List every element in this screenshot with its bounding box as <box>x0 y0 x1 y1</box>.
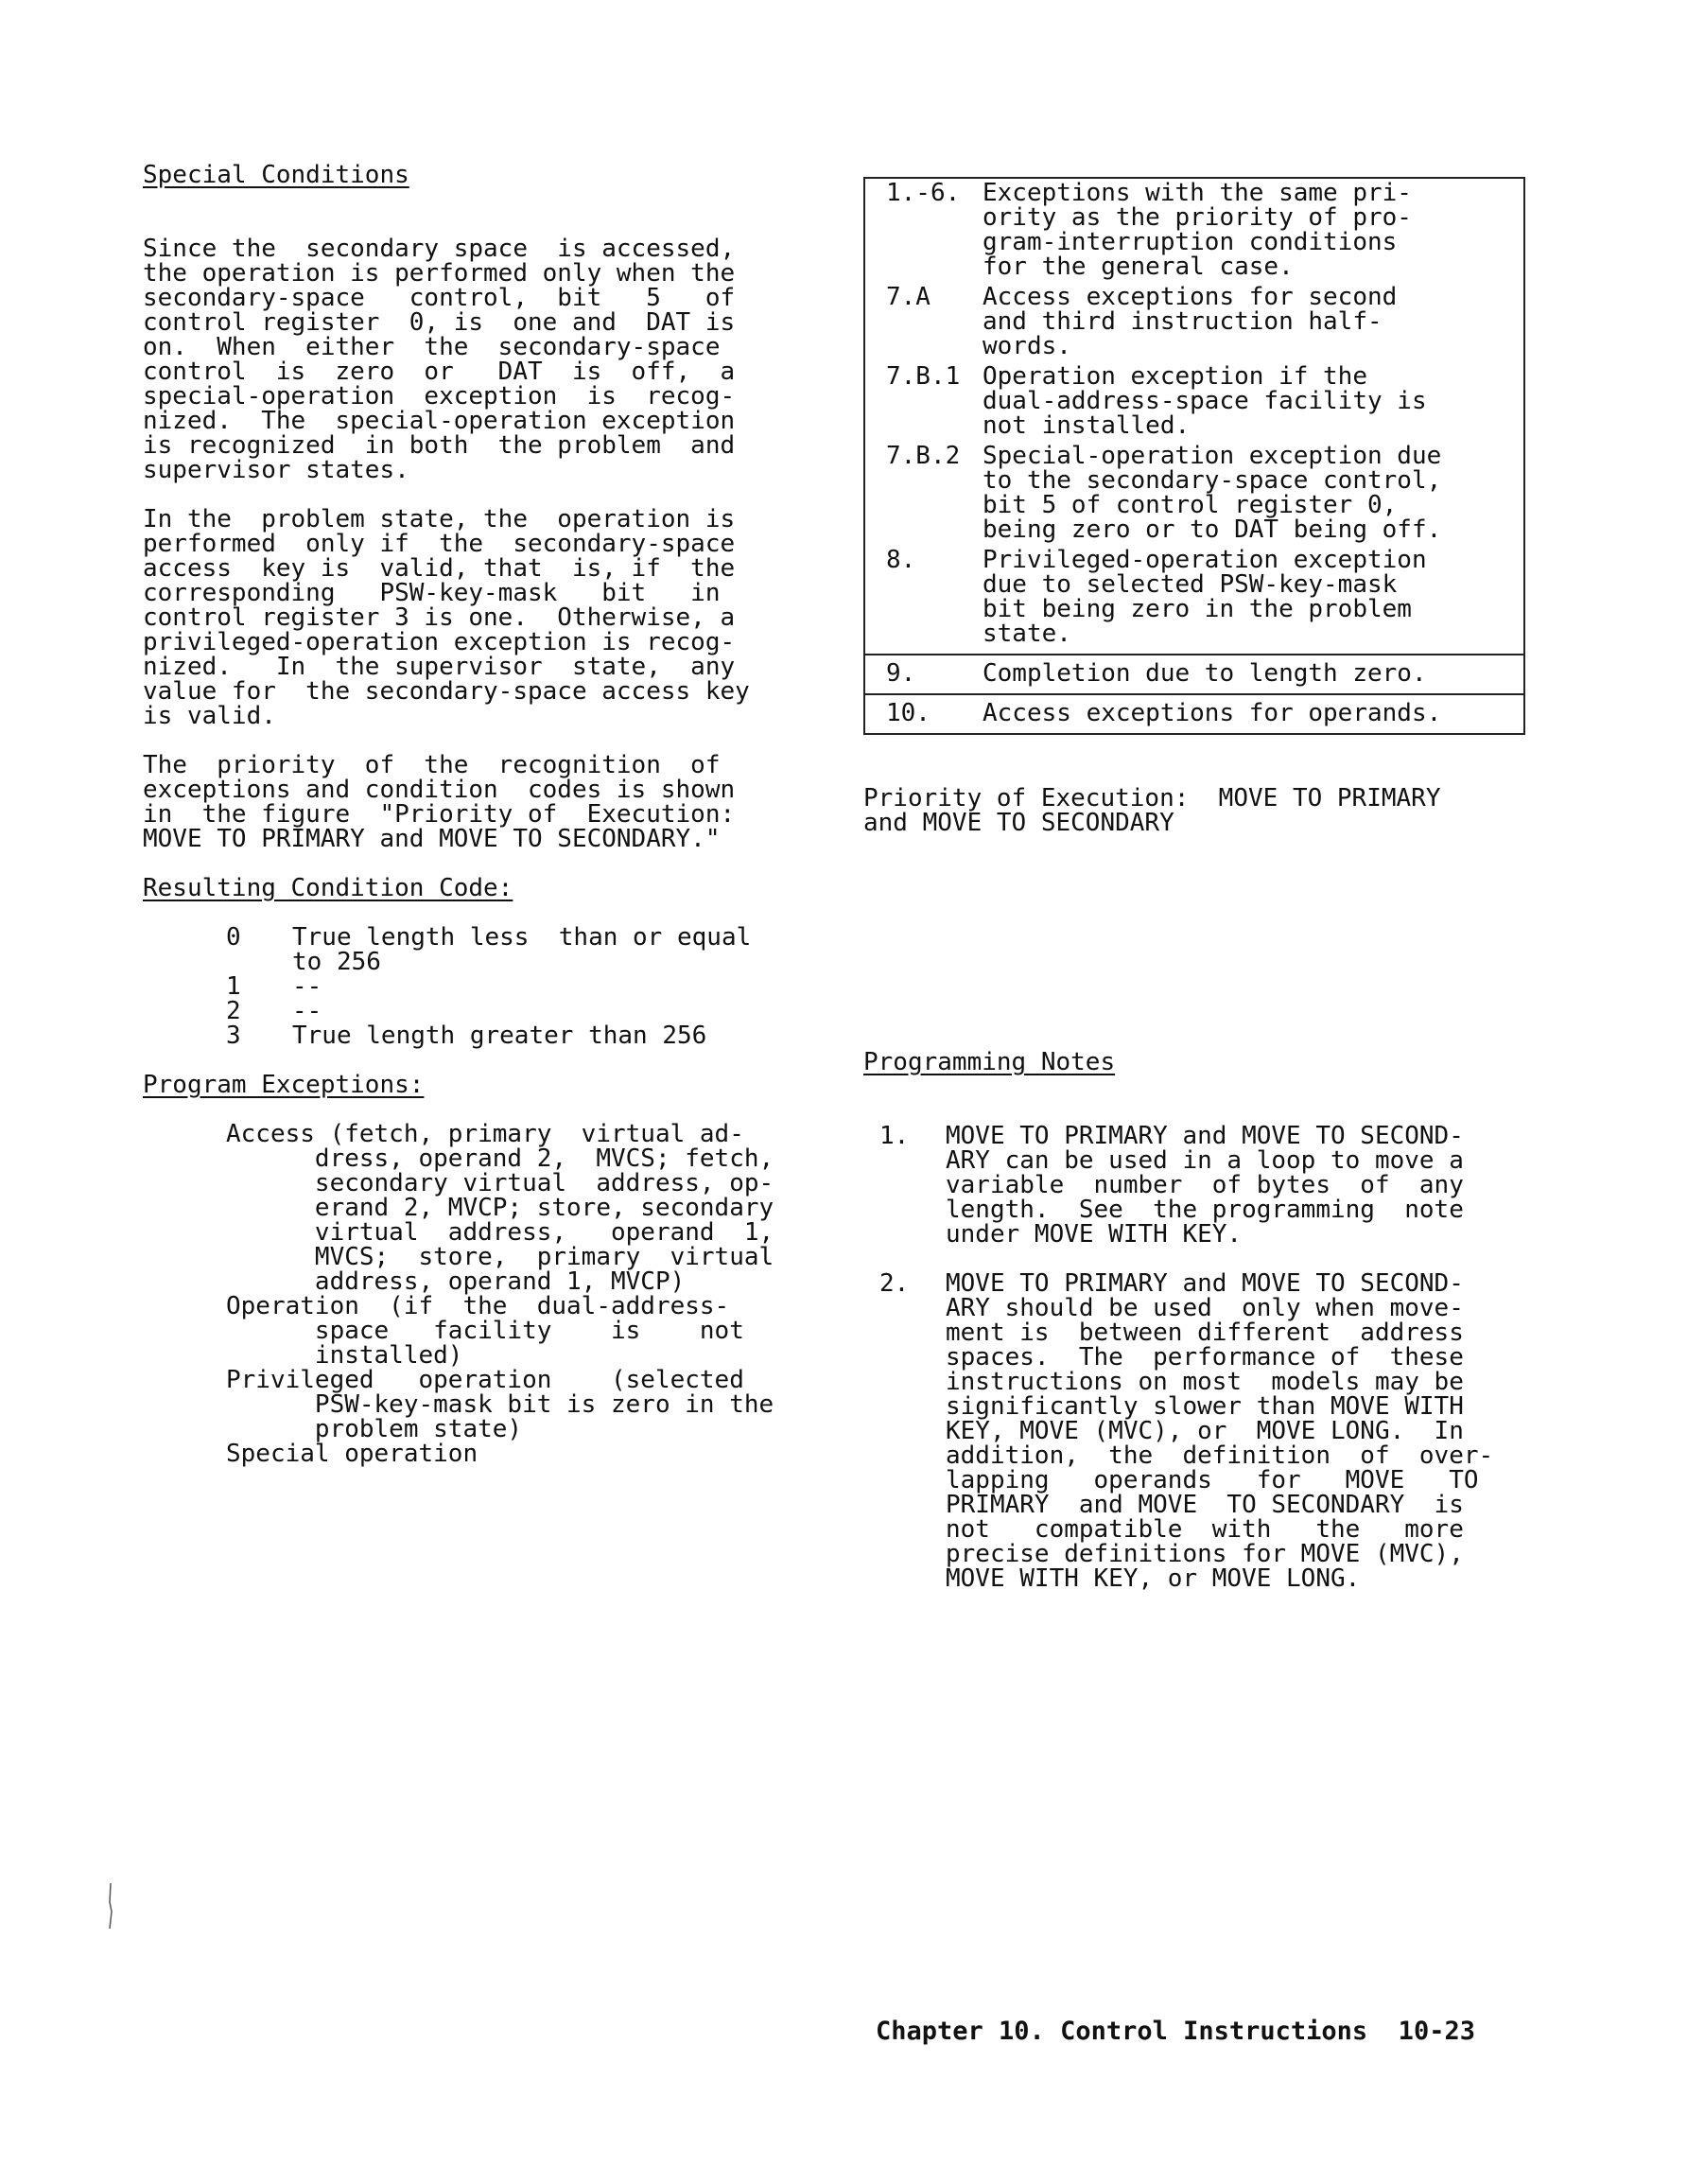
note-number: 2. <box>879 1269 910 1298</box>
condition-code-list <box>226 925 805 1048</box>
program-exception-item: Access (fetch, primary virtual ad- dress, operand 2, MVCS; fetch, secondary virtual address, op- erand 2, MVCP; store, secondary virtual address, operand 1, MVCS; store, primary virtual address, operand 1, MVCP) <box>226 1120 774 1296</box>
program-exception-item: Privileged operation (selected PSW-key-mask bit is zero in the problem state) <box>226 1366 774 1443</box>
priority-row <box>865 695 1523 729</box>
condition-code-meaning: True length greater than 256 <box>292 1022 707 1050</box>
note-number: 1. <box>879 1122 910 1150</box>
priority-number: 7.B.1 <box>886 362 961 391</box>
special-conditions-paragraph-3: The priority of the recognition of exceptions and condition codes is shown in the figure "Priority of Execution: MOVE TO PRIMARY and MOVE TO SECONDARY." <box>143 751 736 853</box>
priority-number: 7.A <box>886 283 930 311</box>
priority-row <box>865 655 1523 695</box>
priority-description: Special-operation exception due to the secondary-space control, bit 5 of control register 0, being zero or to DAT being off. <box>983 442 1442 544</box>
page-footer: Chapter 10. Control Instructions 10-23 <box>876 2017 1475 2046</box>
special-conditions-paragraph-2: In the problem state, the operation is performed only if the secondary-space access key is valid, that is, if the corresponding PSW-key-mask bit in control register 3 is one. Otherwise, a privileged-operation exception is recog- nized. In the supervisor state, any value for the secondary-space access key is valid. <box>143 505 750 730</box>
programming-note <box>863 1271 1525 1591</box>
programming-notes-heading: Programming Notes <box>863 1048 1116 1076</box>
revision-bar-mark <box>108 1883 110 1929</box>
condition-code-meaning: -- <box>292 972 322 1001</box>
priority-row <box>865 279 1523 358</box>
priority-description: Access exceptions for second and third instruction half- words. <box>983 283 1398 360</box>
programming-note <box>863 1124 1525 1247</box>
condition-code-item <box>226 1023 805 1048</box>
priority-number: 1.-6. <box>886 179 961 207</box>
priority-row <box>865 438 1523 542</box>
condition-code-item <box>226 925 805 974</box>
special-conditions-paragraph-1: Since the secondary space is accessed, the operation is performed only when the secondary-space control, bit 5 of control register 0, is one and DAT is on. When either the secondary-space control is zero or DAT is off, a special-operation exception is recog- nized. The special-operation exception is recognized in both the problem and supervisor states. <box>143 235 736 484</box>
condition-code-meaning: True length less than or equal to 256 <box>292 923 752 976</box>
note-text: MOVE TO PRIMARY and MOVE TO SECOND- ARY should be used only when move- ment is between different address spaces. The performance of these instructions on most models may be significantly slower than MOVE WITH KEY, MOVE (MVC), or MOVE LONG. In addition, the definition of over- lapping operands for MOVE TO PRIMARY and MOVE TO SECONDARY is not compatible with the more precise definitions for MOVE (MVC), MOVE WITH KEY, or MOVE LONG. <box>946 1269 1494 1593</box>
priority-row <box>865 542 1523 655</box>
priority-description: Exceptions with the same pri- ority as the priority of pro- gram-interruption conditions for the general case. <box>983 179 1412 281</box>
programming-notes-list <box>863 1124 1525 1616</box>
condition-code-item <box>226 999 805 1023</box>
program-exceptions-list <box>226 1122 805 1466</box>
priority-description: Completion due to length zero. <box>983 659 1427 688</box>
condition-code-value: 0 <box>226 923 241 952</box>
condition-code-item <box>226 974 805 999</box>
left-column <box>143 163 805 1466</box>
priority-description: Operation exception if the dual-address-space facility is not installed. <box>983 362 1427 440</box>
program-exception-item: Operation (if the dual-address- space facility is not installed) <box>226 1292 744 1370</box>
special-conditions-heading: Special Conditions <box>143 161 409 189</box>
priority-number: 8. <box>886 546 916 574</box>
condition-code-value: 1 <box>226 972 241 1001</box>
priority-row <box>865 181 1523 279</box>
note-text: MOVE TO PRIMARY and MOVE TO SECOND- ARY can be used in a loop to move a variable number of bytes of any length. See the programming note under MOVE WITH KEY. <box>946 1122 1464 1249</box>
condition-code-heading: Resulting Condition Code: <box>143 874 513 902</box>
condition-code-value: 2 <box>226 997 241 1025</box>
priority-description: Privileged-operation exception due to selected PSW-key-mask bit being zero in the problem state. <box>983 546 1427 648</box>
right-column <box>863 177 1525 835</box>
priority-table <box>863 177 1525 735</box>
priority-row <box>865 358 1523 438</box>
priority-number: 9. <box>886 659 916 688</box>
program-exception-item: Special operation <box>226 1440 478 1468</box>
condition-code-meaning: -- <box>292 997 322 1025</box>
priority-number: 10. <box>886 699 930 727</box>
priority-number: 7.B.2 <box>886 442 961 470</box>
priority-description: Access exceptions for operands. <box>983 699 1442 727</box>
condition-code-value: 3 <box>226 1022 241 1050</box>
program-exceptions-heading: Program Exceptions: <box>143 1071 425 1099</box>
figure-caption: Priority of Execution: MOVE TO PRIMARY and MOVE TO SECONDARY <box>863 784 1441 837</box>
